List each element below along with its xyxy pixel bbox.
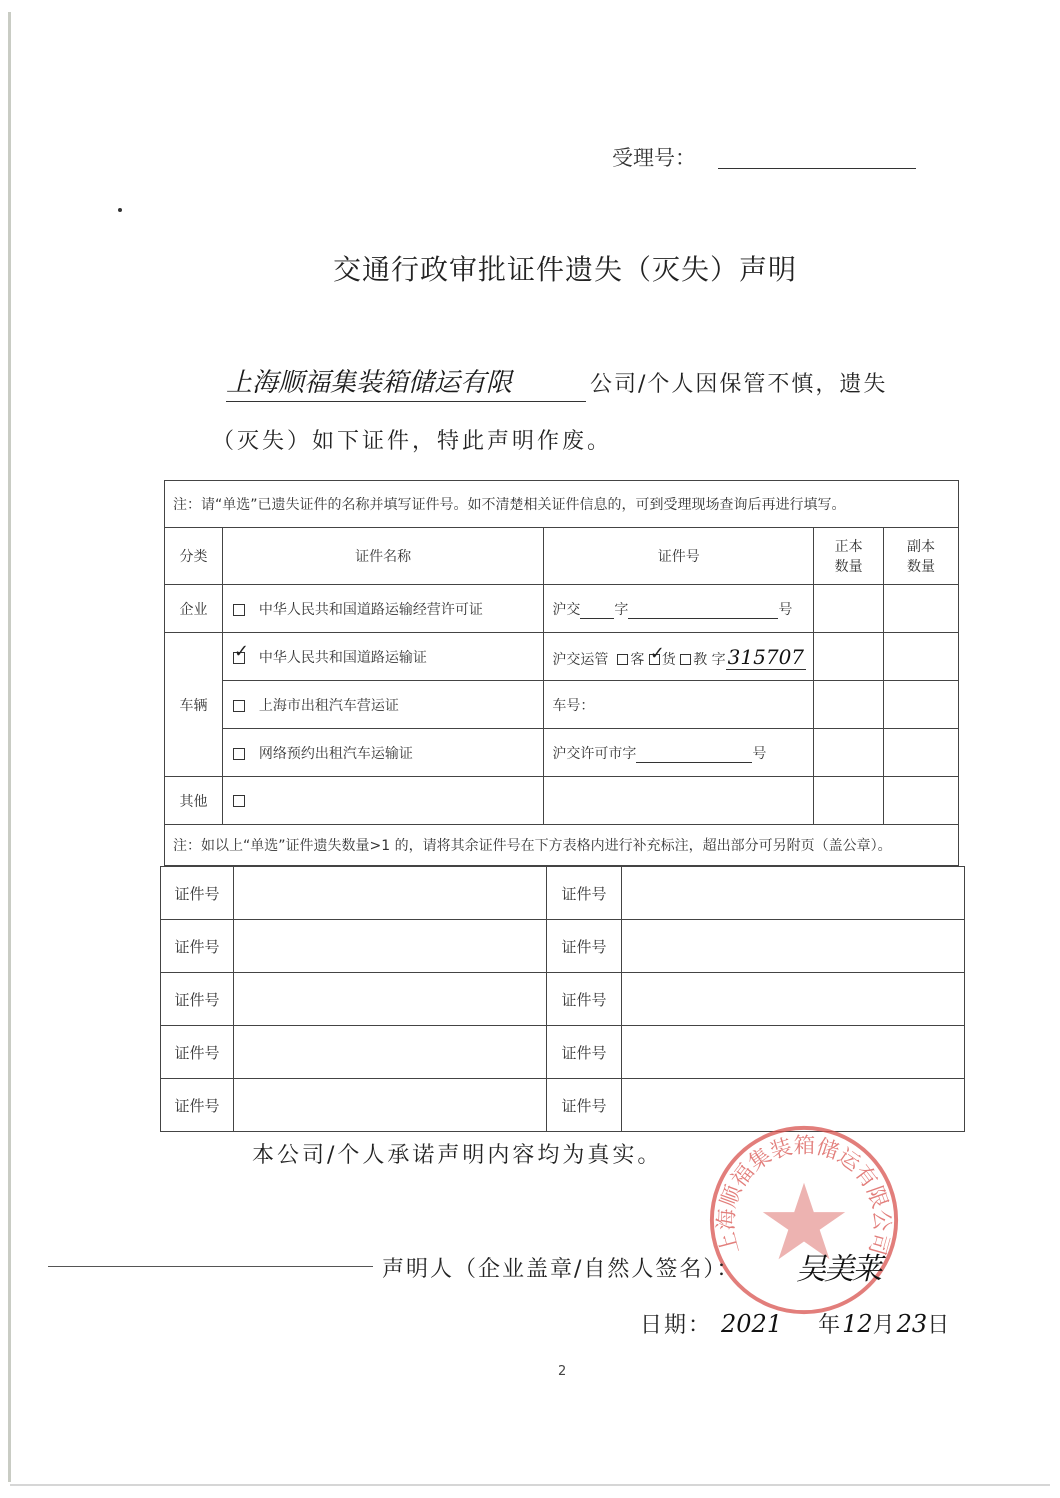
company-name-handwritten[interactable]: 上海顺福集装箱储运有限: [226, 362, 586, 402]
table-row: [161, 867, 965, 920]
certificate-name-cell: [222, 681, 543, 729]
certificate-name-cell[interactable]: [222, 777, 543, 825]
cert-number-label: 证件号: [547, 1079, 622, 1132]
cert-number-field[interactable]: [622, 920, 965, 973]
table-row: [165, 777, 959, 825]
table-row: [161, 920, 965, 973]
number-prefix: 车号：: [552, 697, 595, 714]
certificate-name-cell: [222, 585, 543, 633]
number-mid: 字: [711, 651, 726, 668]
date-year-unit: 年: [818, 1313, 843, 1338]
checkbox-training[interactable]: [680, 654, 691, 665]
certificate-number-cell: [544, 729, 814, 777]
checkbox-cargo-checked[interactable]: [649, 643, 665, 665]
certificate-number-handwritten[interactable]: 315707: [727, 644, 805, 669]
certificate-number-cell: [544, 633, 814, 681]
option-label: 货: [661, 651, 676, 668]
divider-line: [48, 1266, 373, 1267]
certificate-number-cell: [544, 585, 814, 633]
checkbox[interactable]: [233, 700, 245, 712]
table-row: [165, 633, 959, 681]
receipt-number-field[interactable]: [718, 168, 916, 169]
checkbox[interactable]: [233, 795, 245, 807]
cert-number-field[interactable]: [234, 1079, 547, 1132]
scan-edge: [8, 12, 11, 1482]
cert-number-field[interactable]: [234, 973, 547, 1026]
original-qty-cell[interactable]: [814, 729, 884, 777]
copy-qty-cell[interactable]: [884, 585, 959, 633]
certificate-name: 中华人民共和国道路运输证: [258, 649, 427, 666]
original-qty-cell[interactable]: [814, 633, 884, 681]
certificate-name-cell: [222, 633, 543, 681]
header-copy-qty: [884, 528, 959, 585]
number-prefix: 沪交许可市字: [552, 745, 637, 762]
supplement-table: [160, 866, 965, 1132]
copy-qty-cell[interactable]: [884, 633, 959, 681]
declarant-label: 声明人（企业盖章/自然人签名）：: [382, 1257, 741, 1282]
number-suffix: 号: [752, 745, 767, 762]
cert-number-label: 证件号: [161, 867, 234, 920]
number-field[interactable]: [580, 602, 614, 619]
date-day-unit: 日: [927, 1313, 952, 1338]
checkbox[interactable]: [233, 604, 245, 616]
number-prefix: 沪交: [552, 601, 581, 618]
table-row: [165, 681, 959, 729]
table-row: [161, 973, 965, 1026]
declarant-signature[interactable]: 吴美莱: [796, 1252, 880, 1287]
page-number: 2: [558, 1364, 567, 1379]
cert-number-label: 证件号: [161, 1079, 234, 1132]
cert-number-label: 证件号: [547, 920, 622, 973]
original-qty-cell[interactable]: [814, 681, 884, 729]
certificate-name: 网络预约出租汽车运输证: [258, 745, 413, 762]
certificate-number-cell: [544, 681, 814, 729]
cert-number-label: 证件号: [161, 920, 234, 973]
original-qty-cell[interactable]: [814, 777, 884, 825]
header-original-qty: [814, 528, 884, 585]
option-label: 教: [693, 651, 708, 668]
checkmark-icon: ✓: [233, 640, 250, 662]
intro-line-1: [226, 362, 887, 402]
copy-qty-cell[interactable]: [884, 777, 959, 825]
number-suffix: 号: [778, 601, 793, 618]
cert-number-field[interactable]: [234, 867, 547, 920]
certificate-name: 上海市出租汽车营运证: [258, 697, 399, 714]
number-field[interactable]: [636, 746, 752, 763]
original-qty-cell[interactable]: [814, 585, 884, 633]
receipt-number-label: 受理号：: [612, 146, 696, 170]
certificate-name-cell: [222, 729, 543, 777]
lost-certificate-table: [164, 480, 959, 866]
date-line: [640, 1308, 951, 1339]
number-field[interactable]: [628, 602, 778, 619]
checkmark-icon: ✓: [649, 643, 665, 664]
date-month-unit: 月: [872, 1313, 897, 1338]
date-day[interactable]: 23: [896, 1310, 928, 1338]
intro-line-1-suffix: 公司/个人因保管不慎，遗失: [590, 372, 888, 397]
header-number: 证件号: [544, 528, 814, 585]
category-cell: 车辆: [165, 633, 223, 777]
number-prefix: 沪交运管: [552, 651, 609, 668]
table-row: [165, 729, 959, 777]
header-copy-qty-line1: 副本: [907, 539, 936, 555]
header-original-qty-line1: 正本: [834, 539, 863, 555]
copy-qty-cell[interactable]: [884, 681, 959, 729]
cert-number-label: 证件号: [547, 1026, 622, 1079]
copy-qty-cell[interactable]: [884, 729, 959, 777]
cert-number-field[interactable]: [234, 1026, 547, 1079]
document-title: 交通行政审批证件遗失（灭失）声明: [332, 253, 797, 286]
pledge-statement: 本公司/个人承诺声明内容均为真实。: [252, 1143, 663, 1168]
cert-number-label: 证件号: [161, 1026, 234, 1079]
certificate-number-cell[interactable]: [544, 777, 814, 825]
scan-speck: [118, 208, 122, 212]
header-name: 证件名称: [222, 528, 543, 585]
table-note-2: 注：如以上“单选”证件遗失数量>1 的，请将其余证件号在下方表格内进行补充标注，超出部分可另附页（盖公章）。: [165, 825, 959, 866]
intro-line-2: （灭失）如下证件，特此声明作废。: [212, 429, 613, 454]
date-year[interactable]: 2021: [721, 1310, 783, 1338]
category-cell: 其他: [165, 777, 223, 825]
option-label: 客: [630, 651, 645, 668]
table-note: 注：请“单选”已遗失证件的名称并填写证件号。如不清楚相关证件信息的，可到受理现场查询后再进行填写。: [165, 481, 959, 528]
cert-number-label: 证件号: [547, 973, 622, 1026]
seal-text: 上海顺福集装箱储运有限公司: [714, 1133, 894, 1258]
header-original-qty-line2: 数量: [834, 559, 863, 575]
table-row: [161, 1026, 965, 1079]
scan-edge: [10, 1484, 1050, 1486]
checkbox-passenger[interactable]: [617, 654, 628, 665]
date-month[interactable]: 12: [842, 1310, 873, 1338]
header-category: 分类: [165, 528, 223, 585]
number-mid: 字: [614, 601, 629, 618]
checkbox-checked[interactable]: [233, 640, 250, 664]
cert-number-field[interactable]: [234, 920, 547, 973]
date-label: 日期：: [640, 1313, 713, 1338]
company-seal-stamp: [706, 1122, 902, 1318]
checkbox[interactable]: [233, 748, 245, 760]
cert-number-field[interactable]: [622, 973, 965, 1026]
cert-number-label: 证件号: [161, 973, 234, 1026]
table-row: [165, 585, 959, 633]
cert-number-field[interactable]: [622, 1026, 965, 1079]
certificate-name: 中华人民共和国道路运输经营许可证: [258, 601, 483, 618]
cert-number-field[interactable]: [622, 867, 965, 920]
cert-number-label: 证件号: [547, 867, 622, 920]
header-copy-qty-line2: 数量: [907, 559, 936, 575]
category-cell: 企业: [165, 585, 223, 633]
